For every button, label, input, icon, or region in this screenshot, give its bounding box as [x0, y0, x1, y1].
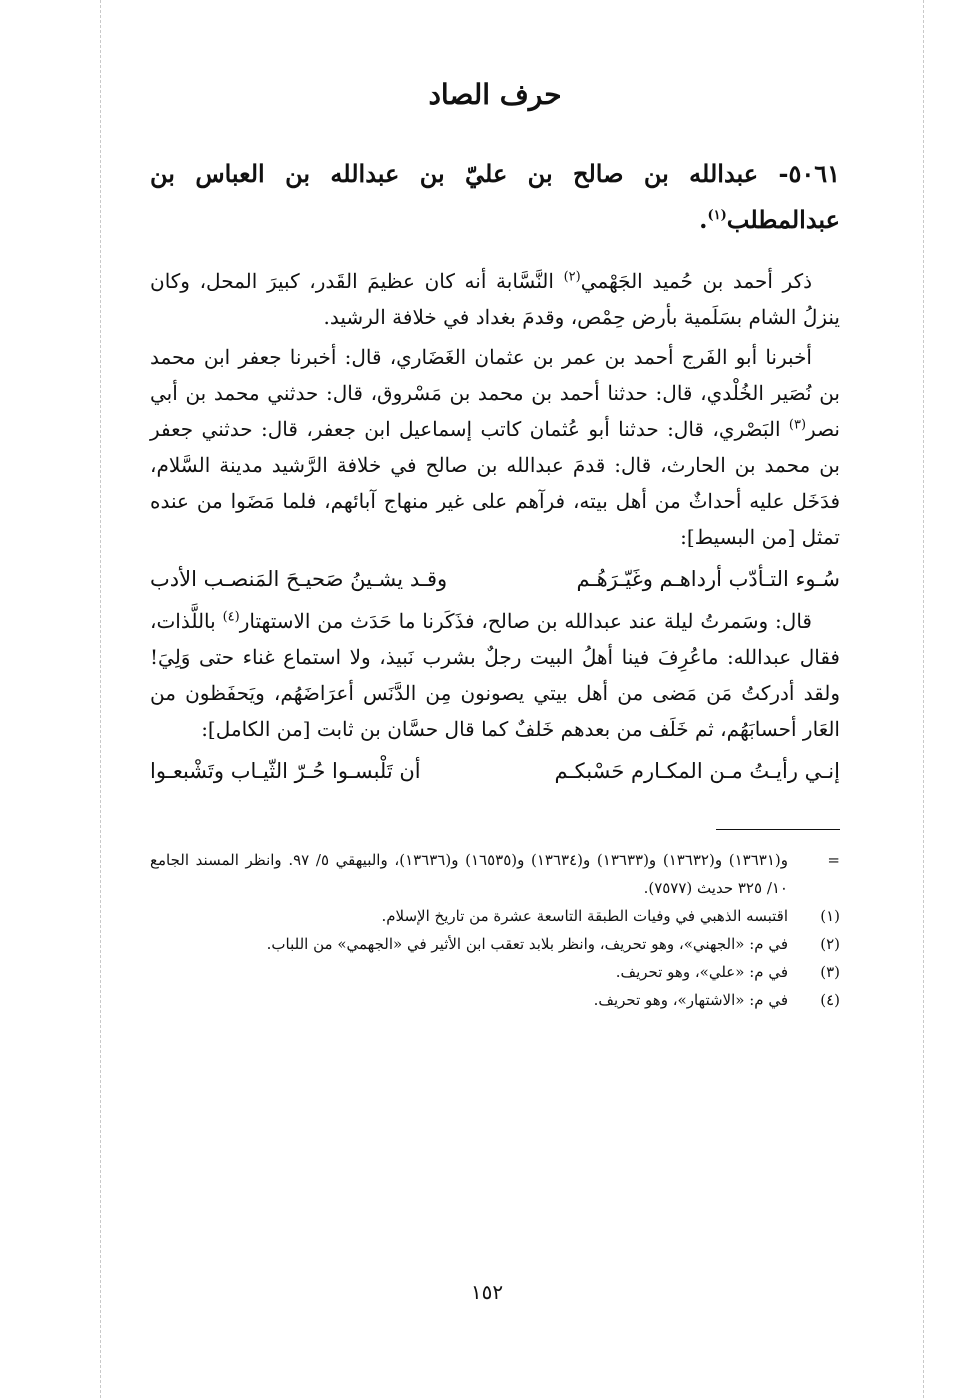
verse-2-right-hemistich: إنـي رأيـتُ مـن المكـارم حَسْبكـم	[554, 759, 840, 783]
footnote-number: (٢)	[820, 935, 840, 953]
page-edge-right	[923, 0, 924, 1398]
entry-title-end: .	[699, 205, 708, 234]
verse-1-left-hemistich: وقـد يشـينُ صَحيـحَ المَنصـب الأدب	[150, 567, 448, 591]
footnote-number: (٣)	[820, 963, 840, 981]
footnote-divider	[716, 829, 840, 830]
paragraph-1	[150, 263, 840, 335]
footnote-3	[150, 958, 840, 986]
entry-title	[150, 151, 840, 243]
entry-title-text: ٥٠٦١- عبدالله بن صالح بن عليّ بن عبدالله بن العباس بن عبدالمطلب	[150, 159, 840, 234]
footnote-number: =	[827, 851, 840, 869]
footnote-4	[150, 986, 840, 1014]
footnote-text: في م: «الاشتهار»، وهو تحريف.	[593, 991, 788, 1009]
footnote-number: (٤)	[820, 991, 840, 1009]
paragraph-1-text-a: ذكر أحمد بن حُميد الجَهْمي	[580, 269, 812, 293]
footnote-2	[150, 930, 840, 958]
page-edge-left	[100, 0, 101, 1398]
footnote-number: (١)	[820, 907, 840, 925]
footnote-text: و(١٣٦٣١) و(١٣٦٣٢) و(١٣٦٣٣) و(١٣٦٣٤) و(١٦٥٣٥) و(١٣٦٣٦)، والبيهقي ٥/ ٩٧. وانظر المسند الجامع ١٠/ ٣٢٥ حديث (٧٥٧٧).	[150, 851, 788, 897]
footnote-mark-4: (٤)	[222, 609, 240, 625]
chapter-title: حرف الصاد	[428, 78, 562, 111]
paragraph-2-text-a: أخبرنا أبو الفَرج أحمد بن عمر بن عثمان الغَضَاري، قال: أخبرنا جعفر ابن محمد بن نُصَير الخُلْدي، قال: حدثنا أحمد بن محمد بن مَسْروق، قال: حدثني محمد بن أبي نصر	[150, 345, 840, 441]
book-page	[150, 70, 840, 1014]
verse-1	[150, 559, 840, 599]
paragraph-3-text-a: قال: وسَمرتُ ليلة عند عبدالله بن صالح، فذَكَرنا ما حَدَث من الاستهتار	[239, 609, 812, 633]
verse-2	[150, 751, 840, 791]
footnote-mark-2: (٢)	[563, 269, 581, 285]
footnote-text: اقتبسه الذهبي في وفيات الطبقة التاسعة عشرة من تاريخ الإسلام.	[381, 907, 788, 925]
footnote-continuation	[150, 846, 840, 902]
footnote-1	[150, 902, 840, 930]
paragraph-3-text-b: باللَّذات، فقال عبدالله: ماعُرِفَ فينا أهلُ البيت رجلٌ بشرب نَبيذ، ولا استماع غناء حتى وَلِيَ! ولقد أدركتُ مَن مَضى من أهل بيتي يصونون مِن الدَّنَس أعرَاضَهُم، ويَحفَظون من العَار أحسابَهُم، ثم خَلَف من بعدهم خَلفٌ كما قال حسَّان بن ثابت [من الكامل]:	[150, 609, 840, 741]
verse-1-right-hemistich: سُـوء التـأدّب أرداهـم وغَيّـرَهُـم	[576, 567, 840, 591]
footnote-text: في م: «الجهني»، وهو تحريف، وانظر بلابد تعقب ابن الأثير في «الجهمي» من اللباب.	[266, 935, 788, 953]
paragraph-2-text-b: البَصْري، قال: حدثنا أبو عُثمان كاتب إسماعيل ابن جعفر، قال: حدثني جعفر بن محمد بن الحارث، قال: قدمَ عبدالله بن صالح في خلافة الرَّشيد مدينة السَّلام، فدَخَل عليه أحداثٌ من أهل بيته، فرآهم على غير منهاج آبائهم، فلما مَضَوا من عنده تمثل [من البسيط]:	[150, 417, 840, 549]
page-number: ١٥٢	[470, 1280, 504, 1304]
footnote-text: في م: «علي»، وهو تحريف.	[615, 963, 788, 981]
paragraph-1-text-b: النَّسَّابة أنه كان عظيمَ القَدر، كبيرَ المحل، وكان ينزلُ الشام بسَلَمية بأرض حِمْص، وقدمَ بغداد في خلافة الرشيد.	[150, 269, 840, 329]
paragraph-3	[150, 603, 840, 747]
footnotes	[150, 846, 840, 1014]
entry-note-mark: (١)	[707, 208, 727, 223]
paragraph-2	[150, 339, 840, 555]
verse-2-left-hemistich: أن تَلْبسـوا حُـرّ الثّيـاب وتَشْبعـوا	[150, 759, 421, 783]
footnote-mark-3: (٣)	[788, 417, 807, 433]
